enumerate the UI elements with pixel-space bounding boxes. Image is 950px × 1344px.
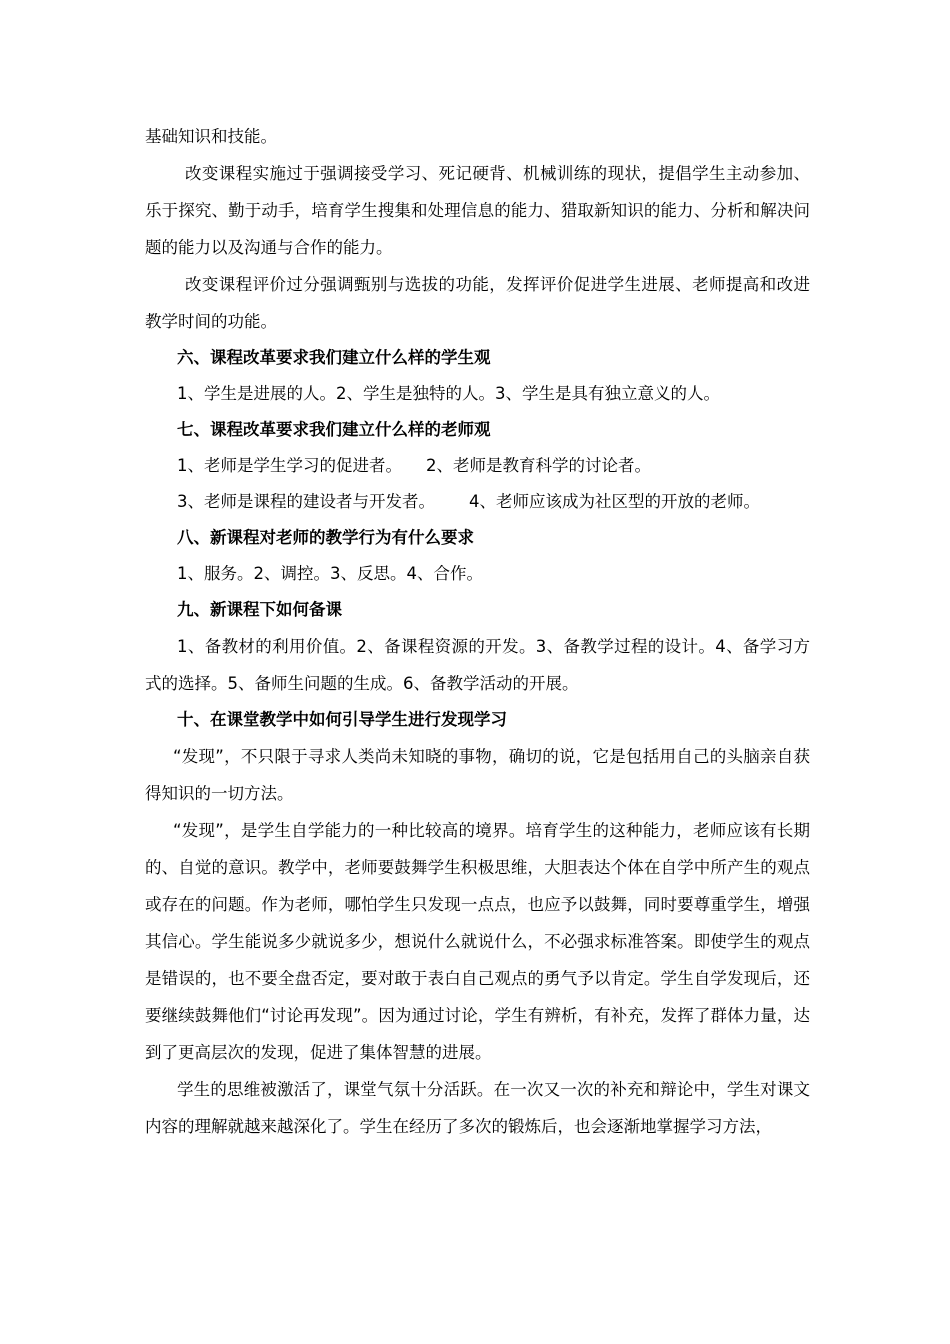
teacher-view-item-4: 4、老师应该成为社区型的开放的老师。 <box>469 492 760 511</box>
heading-section-6: 六、课程改革要求我们建立什么样的学生观 <box>177 348 491 367</box>
paragraph-curriculum-evaluation: 改变课程评价过分强调甄别与选拔的功能，发挥评价促进学生进展、老师提高和改进教学时间的功能。 <box>145 275 810 331</box>
section-7-row-1 <box>145 448 810 484</box>
section-8-list: 1、服务。2、调控。3、反思。4、合作。 <box>177 564 483 583</box>
section-9-list: 1、备教材的利用价值。2、备课程资源的开发。3、备教学过程的设计。4、备学习方式的选择。5、备师生问题的生成。6、备教学活动的开展。 <box>145 637 810 693</box>
paragraph-curriculum-implementation: 改变课程实施过于强调接受学习、死记硬背、机械训练的现状，提倡学生主动参加、乐于探究、勤于动手，培育学生搜集和处理信息的能力、猎取新知识的能力、分析和解决问题的能力以及沟通与合作的能力。 <box>145 164 810 257</box>
heading-section-7: 七、课程改革要求我们建立什么样的老师观 <box>177 420 491 439</box>
section-6-list: 1、学生是进展的人。2、学生是独特的人。3、学生是具有独立意义的人。 <box>177 384 720 403</box>
teacher-view-item-2: 2、老师是教育科学的讨论者。 <box>426 456 651 475</box>
heading-section-8: 八、新课程对老师的教学行为有什么要求 <box>177 528 474 547</box>
heading-section-10: 十、在课堂教学中如何引导学生进行发现学习 <box>177 710 507 729</box>
paragraph-thinking-activated: 学生的思维被激活了，课堂气氛十分活跃。在一次又一次的补充和辩论中，学生对课文内容的理解就越来越深化了。学生在经历了多次的锻炼后，也会逐渐地掌握学习方法， <box>145 1080 810 1136</box>
document-page <box>145 118 810 1145</box>
heading-section-9: 九、新课程下如何备课 <box>177 600 342 619</box>
paragraph-discovery-definition: “发现”，不只限于寻求人类尚未知晓的事物，确切的说，它是包括用自己的头脑亲自获得知识的一切方法。 <box>145 747 810 803</box>
paragraph-discovery-ability: “发现”，是学生自学能力的一种比较高的境界。培育学生的这种能力，老师应该有长期的、自觉的意识。教学中，老师要鼓舞学生积极思维，大胆表达个体在自学中所产生的观点或存在的问题。作为老师，哪怕学生只发现一点点，也应予以鼓舞，同时要尊重学生，增强其信心。学生能说多少就说多少，想说什么就说什么，不必强求标准答案。即使学生的观点是错误的，也不要全盘否定，要对敢于表白自己观点的勇气予以肯定。学生自学发现后，还要继续鼓舞他们“讨论再发现”。因为通过讨论，学生有辨析，有补充，发挥了群体力量，达到了更高层次的发现，促进了集体智慧的进展。 <box>145 821 810 1062</box>
section-7-row-2 <box>145 484 810 520</box>
teacher-view-item-3: 3、老师是课程的建设者与开发者。 <box>177 492 435 511</box>
paragraph-basic-knowledge: 基础知识和技能。 <box>145 127 277 146</box>
teacher-view-item-1: 1、老师是学生学习的促进者。 <box>177 456 402 475</box>
